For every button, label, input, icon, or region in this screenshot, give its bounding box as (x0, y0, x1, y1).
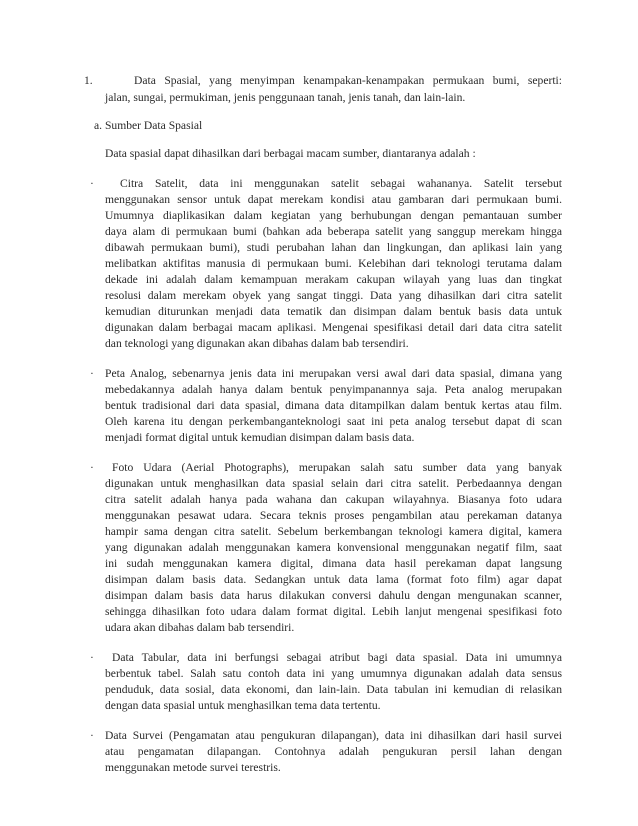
section-line: mebedakannya adalah hanya dalam bentuk penyimpanannya saja. Peta analog merupakan (105, 383, 562, 396)
section-line: yang digunakan adalah menggunakan kamera konvensional menggunakan negatif film, saat (105, 541, 562, 554)
section-line: sehingga dihasilkan foto udara dalam format digital. Lebih lanjut mengenai spesifikasi foto (105, 605, 562, 618)
section-line: Foto Udara (Aerial Photographs), merupakan salah satu sumber data yang banyak (112, 461, 562, 474)
section-line: menggunakan pesawat udara. Secara teknis proses pengambilan atau perekaman datanya (105, 509, 562, 522)
section-line: menggunakan sensor untuk dapat merekam kondisi atau gambaran dari permukaan bumi. (105, 193, 562, 206)
section-line: dengan data spasial untuk menghasilkan tema data tertentu. (105, 699, 381, 712)
section-line: digunakan dalam berbagai macam aplikasi. Mengenai spesifikasi detail dari data citra satelit (105, 321, 562, 334)
bullet-icon: · (90, 177, 94, 190)
section-line: kemudian diturunkan menjadi data tematik dan disimpan dalam bentuk basis data untuk (105, 305, 562, 318)
section-line: digunakan untuk menghasilkan data spasial selain dari citra satelit. Perbedaannya dengan (105, 477, 562, 490)
bullet-icon: · (90, 651, 94, 664)
section-line: atau pengamatan dilapangan. Contohnya adalah pengukuran persil lahan dengan (105, 745, 562, 758)
section-line: ini sudah menggunakan kamera digital, dimana data hasil perekaman dapat langsung (105, 557, 562, 570)
section-line: Umumnya diaplikasikan dalam kegiatan yang berhubungan dengan pemantauan sumber (105, 209, 562, 222)
bullet-icon: · (90, 367, 94, 380)
subheading: a. Sumber Data Spasial (94, 119, 203, 132)
section-line: bentuk tradisional dari data spasial, dimana data ditampilkan dalam bentuk kertas atau film. (105, 399, 562, 412)
section-line: resolusi dalam merekam obyek yang sangat tinggi. Data yang dihasilkan dari citra satelit (105, 289, 562, 302)
section-line: daya alam di permukaan bumi (bahkan ada beberapa satelit yang sanggup merekam hingga (105, 225, 562, 238)
bullet-icon: · (90, 729, 94, 742)
section-line: hampir sama dengan citra satelit. Sebelum berkembangan teknologi kamera digital, kamera (105, 525, 562, 538)
intro-line: Data Spasial, yang menyimpan kenampakan-kenampakan permukaan bumi, seperti: (134, 74, 562, 87)
section-line: berbentuk tabel. Salah satu contoh data ini yang umumnya digunakan adalah data sensus (105, 667, 562, 680)
section-line: Oleh karena itu dengan perkembanganteknologi saat ini peta analog tersebut dapat di scan (105, 415, 562, 428)
section-line: dekade ini adalah dalam kemampuan merakam cakupan wilayah yang luas dan tingkat (105, 273, 562, 286)
item-number: 1. (84, 74, 93, 87)
section-line: menggunakan metode survei terestris. (105, 761, 281, 774)
section-line: penduduk, data sosial, data ekonomi, dan lain-lain. Data tabulan ini kemudian di relasikan (105, 683, 562, 696)
section-line: dan teknologi yang digunakan akan dibahas dalam bab tersendiri. (105, 337, 409, 350)
section-line: melibatkan aktifitas manusia di permukaan bumi. Kelebihan dari teknologi terutama dalam (105, 257, 562, 270)
section-line: Data Tabular, data ini berfungsi sebagai atribut bagi data spasial. Data ini umumnya (112, 651, 562, 664)
section-line: disimpan dalam basis data harus dilakukan conversi dahulu dengan mengunakan scanner, (105, 589, 562, 602)
intro-line: jalan, sungai, permukiman, jenis penggunaan tanah, jenis tanah, dan lain-lain. (105, 91, 466, 104)
bullet-icon: · (90, 461, 94, 474)
section-line: Data Survei (Pengamatan atau pengukuran dilapangan), data ini dihasilkan dari hasil survei (105, 729, 562, 742)
section-line: udara akan dibahas dalam bab tersendiri. (105, 621, 295, 634)
lead-paragraph: Data spasial dapat dihasilkan dari berbagai macam sumber, diantaranya adalah : (105, 147, 476, 160)
section-line: Peta Analog, sebenarnya jenis data ini merupakan versi awal dari data spasial, dimana yang (105, 367, 562, 380)
section-line: menjadi format digital untuk kemudian disimpan dalam basis data. (105, 431, 415, 444)
section-line: Citra Satelit, data ini menggunakan satelit sebagai wahananya. Satelit tersebut (120, 177, 562, 190)
section-line: disimpan dalam basis data. Sedangkan untuk data lama (format foto film) agar dapat (105, 573, 562, 586)
section-line: dibawah permukaan bumi), studi perubahan lahan dan lingkungan, dan aplikasi lain yang (105, 241, 562, 254)
section-line: citra satelit adalah hanya pada wahana dan cakupan wilayahnya. Biasanya foto udara (105, 493, 562, 506)
